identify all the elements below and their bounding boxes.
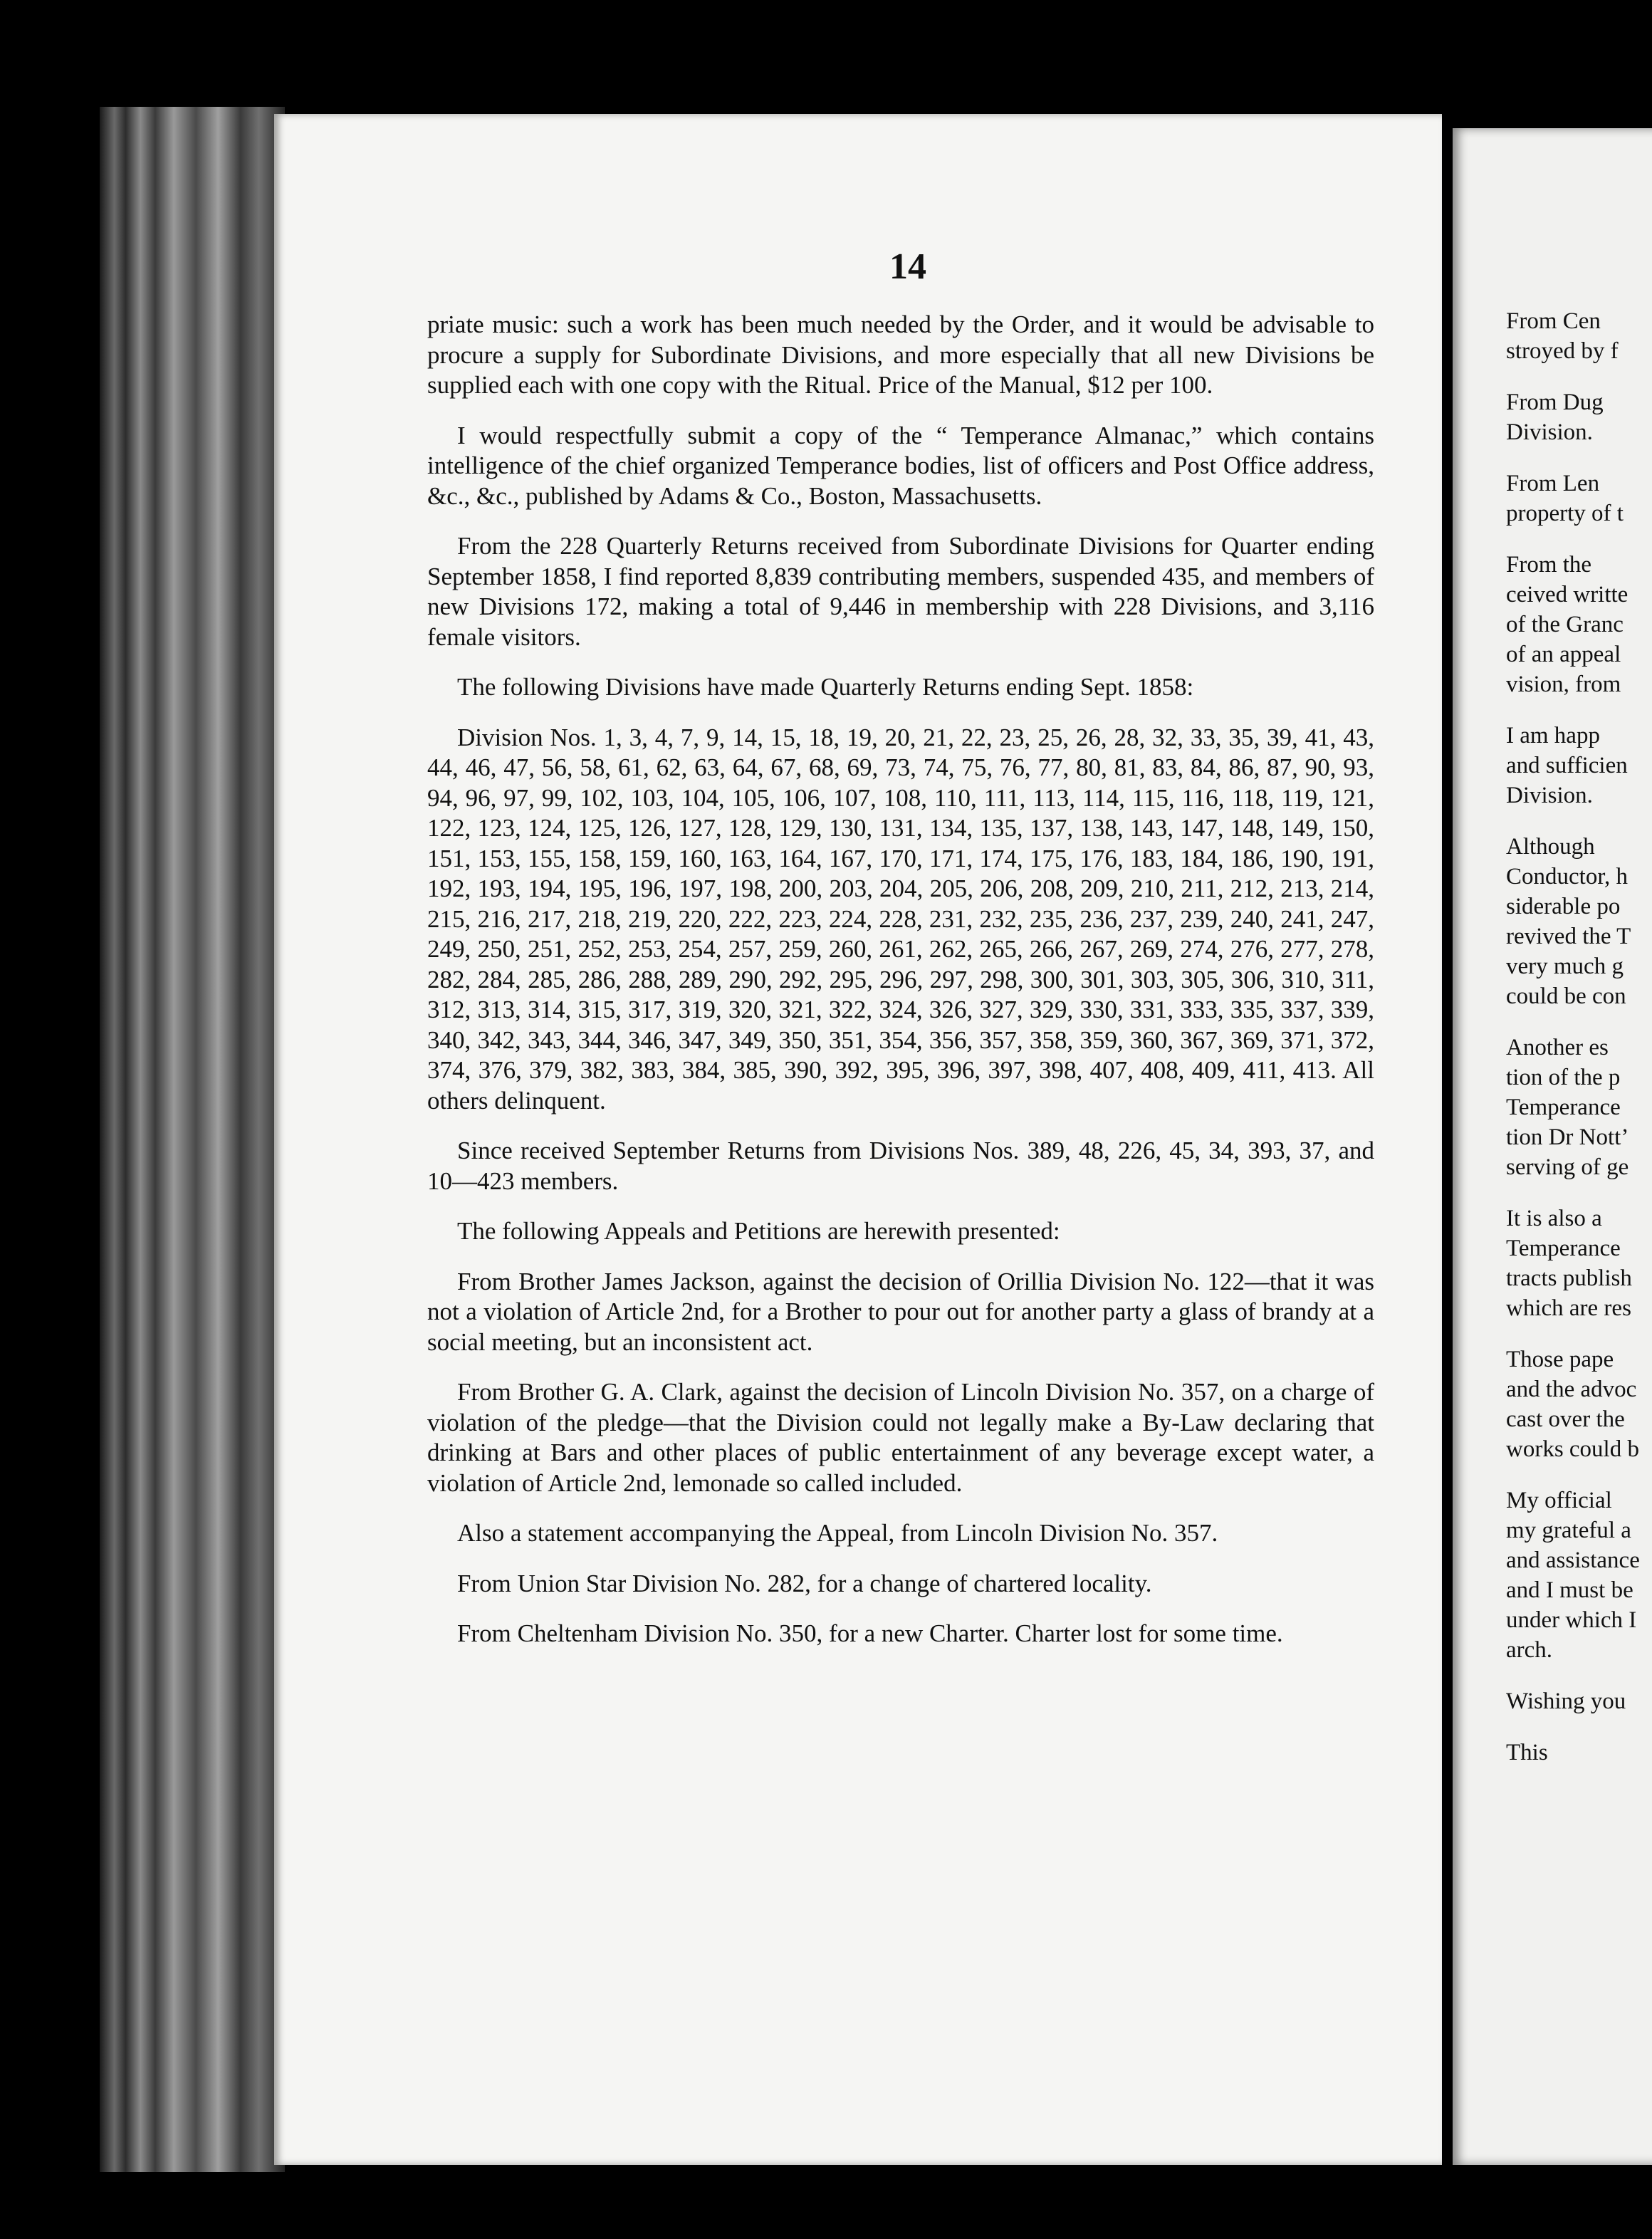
right-page-line: From the (1506, 552, 1592, 578)
right-page-line: This (1506, 1740, 1548, 1765)
division-list: Division Nos. 1, 3, 4, 7, 9, 14, 15, 18, 19, 20, 21, 22, 23, 25, 26, 28, 32, 33, 35, 39, 41, 43, 44, 46, 47, 56, 58, 61, 62, 63, 64, 67, 68, 69, 73, 74, 75, 76, 77, 80, 81, 83, 84, 86, 87, 90, 93, 94, 96, 97, 99, 102, 103, 104, 105, 106, 107, 108, 110, 111, 113, 114, 115, 116, 118, 119, 121, 122, 123, 124, 125, 126, 127, 128, 129, 130, 131, 134, 135, 137, 138, 143, 147, 148, 149, 150, 151, 153, 155, 158, 159, 160, 163, 164, 167, 170, 171, 174, 175, 176, 183, 184, 186, 190, 191, 192, 193, 194, 195, 196, 197, 198, 200, 203, 204, 205, 206, 208, 209, 210, 211, 212, 213, 214, 215, 216, 217, 218, 219, 220, 222, 223, 224, 228, 231, 232, 235, 236, 237, 239, 240, 241, 247, 249, 250, 251, 252, 253, 254, 257, 259, 260, 261, 262, 265, 266, 267, 269, 274, 276, 277, 278, 282, 284, 285, 286, 288, 289, 290, 292, 295, 296, 297, 298, 300, 301, 303, 305, 306, 310, 311, 312, 313, 314, 315, 317, 319, 320, 321, 322, 324, 326, 327, 329, 330, 331, 333, 335, 337, 339, 340, 342, 343, 344, 346, 347, 349, 350, 351, 354, 356, 357, 358, 359, 360, 367, 369, 371, 372, 374, 376, 379, 382, 383, 384, 385, 390, 392, 395, 396, 397, 398, 407, 408, 409, 411, 413. All others delinquent. (427, 723, 1374, 1115)
right-page-line: of the Granc (1506, 612, 1624, 637)
main-text-block (427, 310, 1374, 1669)
paragraph: Since received September Returns from Divisions Nos. 389, 48, 226, 45, 34, 393, 37, and 10—423 members. (427, 1137, 1374, 1195)
paragraph: From Brother G. A. Clark, against the decision of Lincoln Division No. 357, on a charge of violation of the pledge—that the Division could not legally make a By-Law declaring that drinking at Bars and other places of public entertainment of any beverage except water, a violation of Article 2nd, lemonade so called included. (427, 1378, 1374, 1497)
paragraph: Also a statement accompanying the Appeal, from Lincoln Division No. 357. (457, 1519, 1218, 1547)
right-page-line: and I must be (1506, 1577, 1633, 1603)
right-page-line: cast over the (1506, 1406, 1625, 1432)
right-page-line: My official (1506, 1488, 1612, 1513)
right-page-line: Temperance (1506, 1236, 1621, 1261)
right-page-line: Although (1506, 834, 1595, 860)
right-page-line: stroyed by f (1506, 338, 1619, 364)
right-page-gap (1506, 699, 1652, 721)
right-page-line: Division. (1506, 419, 1593, 445)
book-page-edges (100, 107, 285, 2172)
right-page-line: and the advoc (1506, 1377, 1637, 1402)
right-page-gap (1506, 1716, 1652, 1738)
right-page-line: of an appeal (1506, 642, 1621, 667)
right-page-line: From Cen (1506, 308, 1601, 334)
right-page-line: under which I (1506, 1607, 1637, 1633)
paragraph: The following Appeals and Petitions are herewith presented: (457, 1217, 1060, 1245)
right-page-line: and assistance (1506, 1548, 1640, 1573)
right-page-line: vision, from (1506, 672, 1621, 697)
right-page-text (1506, 306, 1652, 1768)
right-page-gap (1506, 1665, 1652, 1686)
paragraph: From Union Star Division No. 282, for a change of chartered locality. (457, 1569, 1152, 1597)
page-number: 14 (889, 246, 926, 287)
right-page-line: which are res (1506, 1295, 1631, 1321)
right-page-line: could be con (1506, 983, 1626, 1009)
right-page-line: and sufficien (1506, 753, 1628, 778)
paragraph: The following Divisions have made Quarterly Returns ending Sept. 1858: (457, 673, 1194, 701)
right-page-line: siderable po (1506, 894, 1621, 919)
right-page-line: very much g (1506, 954, 1624, 979)
right-page-gap (1506, 810, 1652, 832)
right-page-line: revived the T (1506, 924, 1631, 949)
right-page-line: tion of the p (1506, 1065, 1621, 1090)
paragraph: From the 228 Quarterly Returns received from Subordinate Divisions for Quarter ending September 1858, I find reported 8,839 contributing members, suspended 435, and members of new Divisions 172, making a total of 9,446 in membership with 228 Divisions, and 3,116 female visitors. (427, 532, 1374, 651)
paragraph: I would respectfully submit a copy of the “ Temperance Almanac,” which contains intelligence of the chief organized Temperance bodies, list of officers and Post Office address, &c., &c., published by Adams & Co., Boston, Massachusetts. (427, 421, 1374, 510)
right-page-gap (1506, 1182, 1652, 1204)
right-page-line: arch. (1506, 1637, 1553, 1663)
right-page-line: I am happ (1506, 723, 1600, 748)
right-page-line: From Len (1506, 471, 1600, 496)
right-page-gap (1506, 447, 1652, 469)
right-page-gap (1506, 1011, 1652, 1033)
right-page-line: my grateful a (1506, 1518, 1631, 1543)
right-page-gap (1506, 1464, 1652, 1486)
right-page-line: tracts publish (1506, 1265, 1632, 1291)
right-page-line: From Dug (1506, 390, 1604, 415)
right-page-line: Another es (1506, 1035, 1609, 1060)
right-page-gap (1506, 1323, 1652, 1345)
right-page-line: ceived writte (1506, 582, 1629, 607)
right-page-line: works could b (1506, 1436, 1639, 1462)
right-page-line: Temperance (1506, 1095, 1621, 1120)
right-page-line: tion Dr Nott’ (1506, 1124, 1629, 1150)
right-page-line: Wishing you (1506, 1689, 1626, 1714)
right-page-line: property of t (1506, 501, 1624, 526)
right-page-line: Those pape (1506, 1347, 1614, 1372)
right-page-line: It is also a (1506, 1206, 1602, 1231)
right-page-line: serving of ge (1506, 1154, 1629, 1180)
paragraph: priate music: such a work has been much needed by the Order, and it would be advisable to procure a supply for Subordinate Divisions, and more especially that all new Divisions be supplied each with one copy with the Ritual. Price of the Manual, $12 per 100. (427, 310, 1374, 399)
right-page-gap (1506, 528, 1652, 550)
right-page-gap (1506, 366, 1652, 387)
right-page-line: Conductor, h (1506, 864, 1628, 889)
paragraph: From Brother James Jackson, against the decision of Orillia Division No. 122—that it was not a violation of Article 2nd, for a Brother to pour out for another party a glass of brandy at a social meeting, but an inconsistent act. (427, 1267, 1374, 1356)
paragraph: From Cheltenham Division No. 350, for a new Charter. Charter lost for some time. (457, 1619, 1283, 1647)
right-page-line: Division. (1506, 783, 1593, 808)
